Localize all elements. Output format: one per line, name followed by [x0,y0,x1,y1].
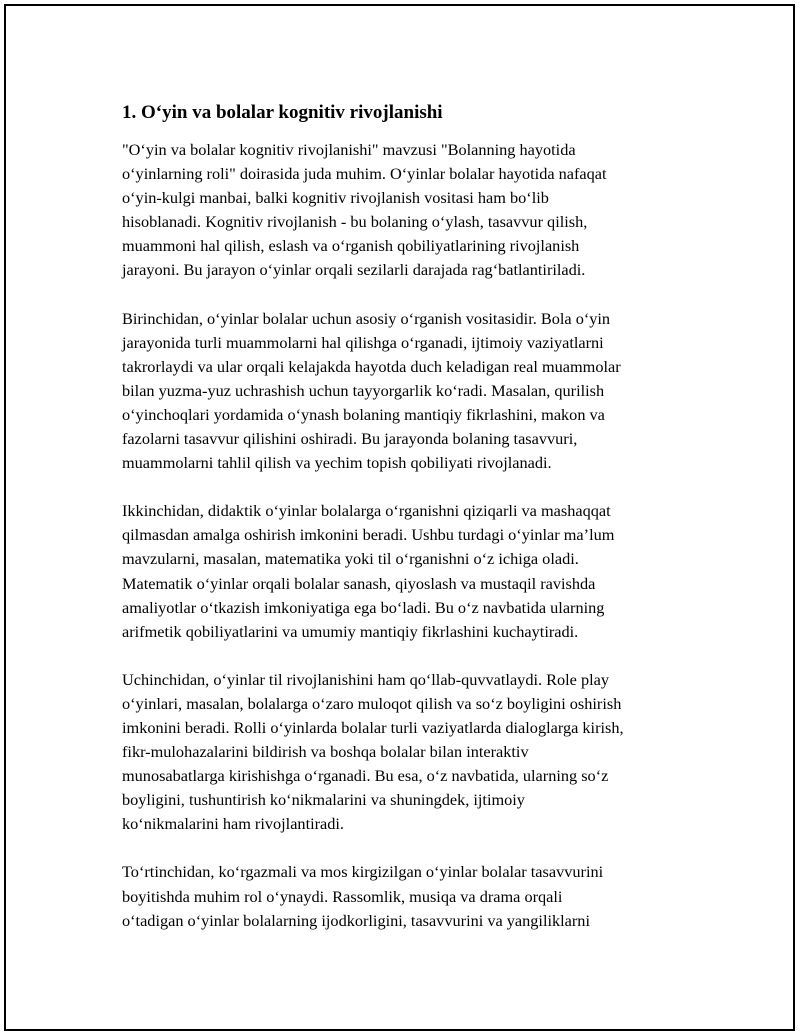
text-line: jarayonida turli muammolarni hal qilishga o‘rganadi, ijtimoiy vaziyatlarni [122,332,604,352]
text-line: qilmasdan amalga oshirish imkonini beradi. Ushbu turdagi o‘yinlar ma’lum [122,525,615,545]
text-line: imkonini beradi. Rolli o‘yinlarda bolalar turli vaziyatlarda dialoglarga kirish, [122,717,624,737]
text-line: o‘yin-kulgi manbai, balki kognitiv rivojlanish vositasi ham bo‘lib [122,188,549,208]
section-heading: 1. O‘yin va bolalar kognitiv rivojlanishi [122,102,443,123]
text-line: Birinchidan, o‘yinlar bolalar uchun asosiy o‘rganish vositasidir. Bola o‘yin [122,308,611,328]
text-line: mavzularni, masalan, matematika yoki til o‘rganishni o‘z ichiga oladi. [122,549,579,569]
text-line: muammolarni tahlil qilish va yechim topish qobiliyati rivojlanadi. [122,453,552,473]
text-line: Ikkinchidan, didaktik o‘yinlar bolalarga o‘rganishni qiziqarli va mashaqqat [122,501,611,521]
paragraph-4 [122,668,704,837]
text-line: amaliyotlar o‘tkazish imkoniyatiga ega bo‘ladi. Bu o‘z navbatida ularning [122,597,605,617]
text-line: fazolarni tasavvur qilishini oshiradi. Bu jarayonda bolaning tasavvuri, [122,429,578,449]
text-line: "O‘yin va bolalar kognitiv rivojlanishi" mavzusi "Bolanning hayotida [122,140,576,159]
text-line: hisoblanadi. Kognitiv rivojlanish - bu bolaning o‘ylash, tasavvur qilish, [122,212,588,232]
text-line: fikr-mulohazalarini bildirish va boshqa bolalar bilan interaktiv [122,742,529,762]
text-line: boyitishda muhim rol o‘ynaydi. Rassomlik, musiqa va drama orqali [122,886,563,906]
text-line: o‘tadigan o‘yinlar bolalarning ijodkorligini, tasavvurini va yangiliklarni [122,910,590,930]
paragraph-3 [122,499,704,644]
text-line: arifmetik qobiliyatlarini va umumiy mantiqiy fikrlashini kuchaytiradi. [122,621,579,641]
paragraph-2 [122,307,704,476]
text-line: jarayoni. Bu jarayon o‘yinlar orqali sezilarli darajada rag‘batlantiriladi. [122,260,586,280]
text-line: o‘yinchoqlari yordamida o‘ynash bolaning mantiqiy fikrlashini, makon va [122,404,605,424]
text-line: ko‘nikmalarini ham rivojlantiradi. [122,814,344,834]
document-body [122,100,704,957]
text-line: takrorlaydi va ular orqali kelajakda hayotda duch keladigan real muammolar [122,356,621,376]
text-line: o‘yinlarning roli" doirasida juda muhim. O‘yinlar bolalar hayotida nafaqat [122,164,607,184]
page-frame [4,4,795,1031]
text-line: Matematik o‘yinlar orqali bolalar sanash, qiyoslash va mustaqil ravishda [122,573,596,593]
text-line: o‘yinlari, masalan, bolalarga o‘zaro muloqot qilish va so‘z boyligini oshirish [122,693,622,713]
text-line: To‘rtinchidan, ko‘rgazmali va mos kirgizilgan o‘yinlar bolalar tasavvurini [122,862,604,882]
text-line: boyligini, tushuntirish ko‘nikmalarini va shuningdek, ijtimoiy [122,790,525,810]
paragraph-5 [122,860,704,932]
paragraph-1 [122,138,704,283]
text-line: muammoni hal qilish, eslash va o‘rganish qobiliyatlarining rivojlanish [122,236,580,256]
text-line: munosabatlarga kirishishga o‘rganadi. Bu esa, o‘z navbatida, ularning so‘z [122,766,609,786]
text-line: Uchinchidan, o‘yinlar til rivojlanishini ham qo‘llab-quvvatlaydi. Role play [122,669,609,689]
text-line: bilan yuzma-yuz uchrashish uchun tayyorgarlik ko‘radi. Masalan, qurilish [122,380,605,400]
